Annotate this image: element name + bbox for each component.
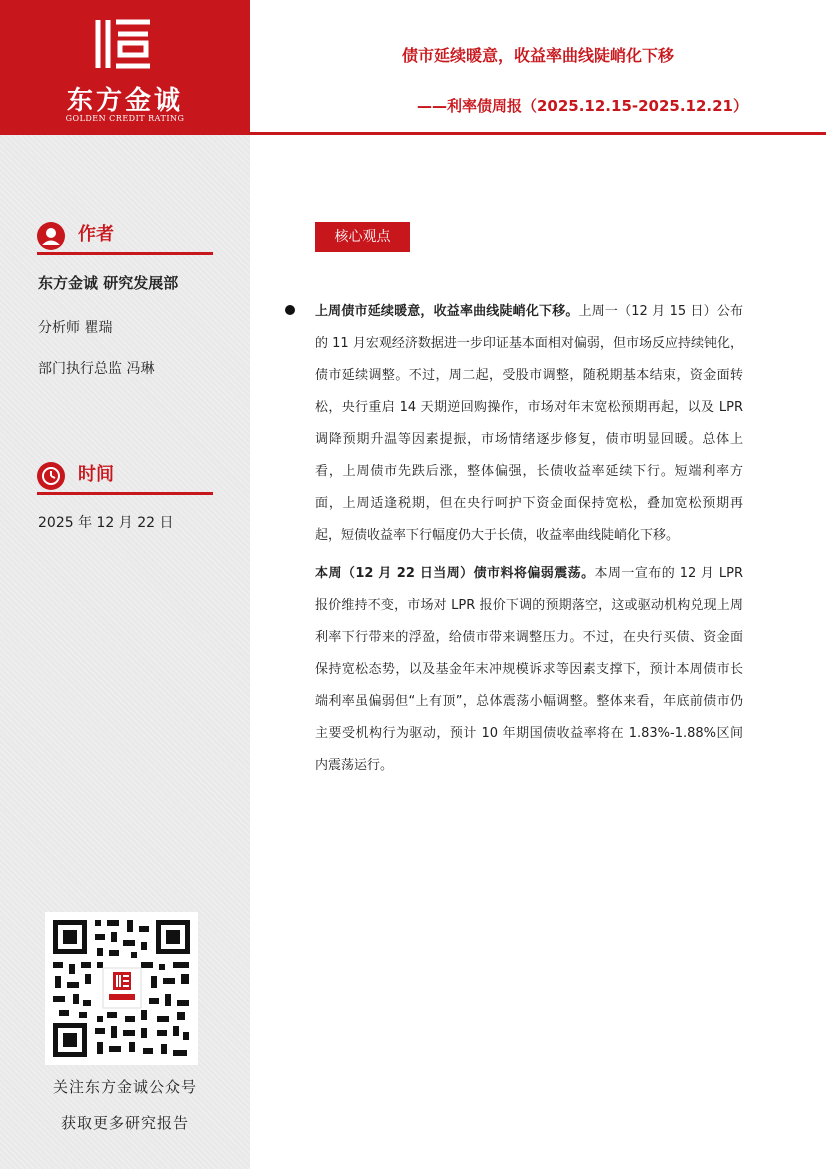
- person-icon: [37, 222, 65, 250]
- brand-name-en: GOLDEN CREDIT RATING: [65, 114, 185, 123]
- paragraph-1-body: 上周一（12 月 15 日）公布的 11 月宏观经济数据进一步印证基本面相对偏弱，但市场反应持续钝化，债市延续调整。不过，周二起，受股市调整，随税期基本结束，资金面转松，央行重启 14 天期逆回购操作，市场对年末宽松预期再起，以及 LPR 调降预期升温等因素提振，市场情绪逐步修复，债市明显回暖。总体上看，上周债市先跌后涨，整体偏强，长债收益率延续下行。短端利率方面，上周适逢税期，但在央行呵护下资金面保持宽松，叠加宽松预期再起，短债收益率下行幅度仍大于长债，收益率曲线陡峭化下移。: [315, 304, 743, 543]
- header-divider: [250, 132, 826, 135]
- time-heading: 时间: [78, 464, 114, 485]
- brand-logo: [0, 0, 250, 135]
- qr-code: [45, 912, 198, 1065]
- report-date: 2025 年 12 月 22 日: [38, 515, 174, 531]
- bullet-icon: [285, 305, 295, 315]
- paragraph-2-lead: 本周（12 月 22 日当周）债市料将偏弱震荡。: [315, 566, 595, 581]
- report-subtitle: ——利率债周报（2025.12.15-2025.12.21）: [416, 97, 748, 115]
- author-analyst: 分析师 瞿瑞: [38, 320, 113, 336]
- report-title: 债市延续暖意，收益率曲线陡峭化下移: [401, 46, 674, 65]
- time-divider: [37, 492, 213, 495]
- section-tag: 核心观点: [315, 222, 410, 252]
- qr-caption-follow: 关注东方金诚公众号: [52, 1078, 197, 1096]
- paragraph-1-lead: 上周债市延续暖意，收益率曲线陡峭化下移。: [315, 304, 579, 319]
- author-heading: 作者: [78, 224, 114, 245]
- paragraph-2: [315, 558, 743, 782]
- qr-caption-reports: 获取更多研究报告: [60, 1114, 189, 1132]
- author-org: 东方金诚 研究发展部: [38, 274, 179, 292]
- author-divider: [37, 252, 213, 255]
- paragraph-2-body: 本周一宣布的 12 月 LPR 报价维持不变，市场对 LPR 报价下调的预期落空，这或驱动机构兑现上周利率下行带来的浮盈，给债市带来调整压力。不过，在央行买债、资金面保持宽松态势，以及基金年末冲规模诉求等因素支撑下，预计本周债市长端利率虽偏弱但“上有顶”，总体震荡小幅调整。整体来看，年底前债市仍主要受机构行为驱动，预计 10 年期国债收益率将在 1.83%-1.88%区间内震荡运行。: [315, 566, 743, 773]
- main-content: [315, 296, 743, 782]
- author-director: 部门执行总监 冯琳: [38, 361, 155, 377]
- clock-icon: [37, 462, 65, 490]
- brand-mark-icon: [92, 16, 154, 72]
- brand-name-cn: 东方金诚: [66, 86, 183, 116]
- paragraph-1: [315, 296, 743, 552]
